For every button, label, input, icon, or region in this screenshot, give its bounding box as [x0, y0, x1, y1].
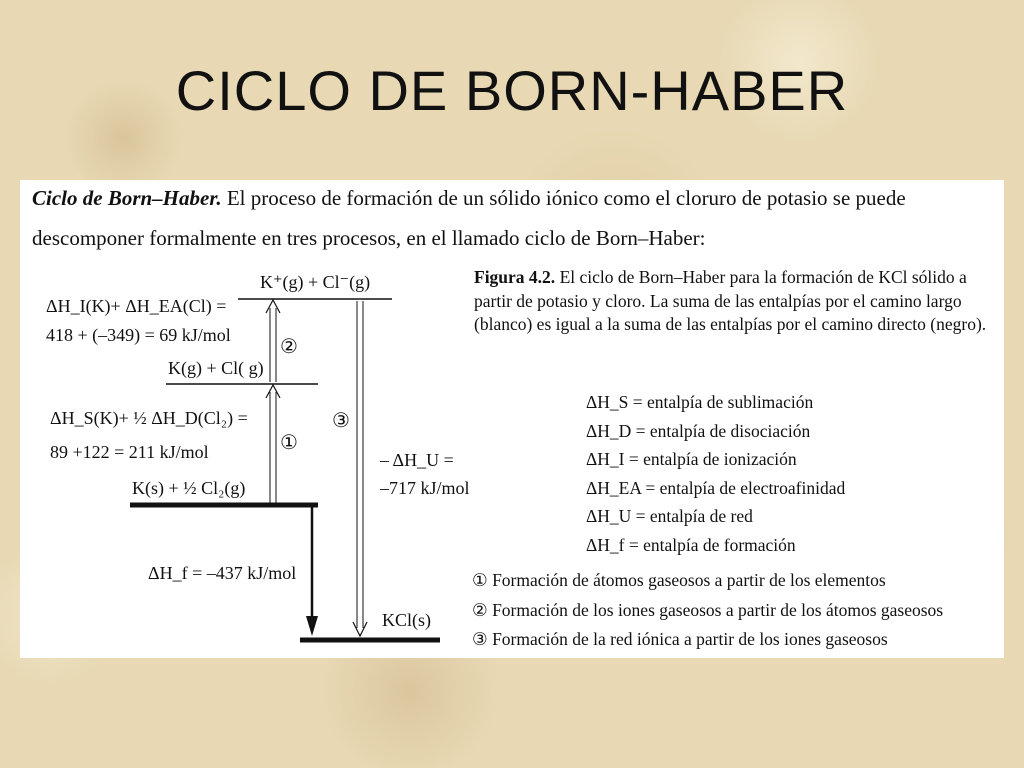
formation-energy-label: ΔH_f = –437 kJ/mol — [148, 563, 297, 583]
level-elements-label: K(s) + ½ Cl₂(g) — [132, 478, 246, 498]
process-item: ① Formación de átomos gaseosos a partir de los elementos — [472, 570, 886, 590]
level-ions-label: K⁺(g) + Cl⁻(g) — [260, 272, 371, 292]
intro-line-1-text: El proceso de formación de un sólido iónico como el cloruro de potasio se puede — [221, 186, 906, 210]
legend-item: ΔH_U = entalpía de red — [586, 506, 753, 526]
legend-item: ΔH_EA = entalpía de electroafinidad — [586, 477, 846, 498]
lattice-arrow — [353, 622, 367, 636]
step-marker-2: ② — [280, 336, 298, 358]
step-marker-3: ③ — [332, 410, 350, 432]
legend-item: ΔH_S = entalpía de sublimación — [586, 392, 814, 412]
step2-energy-expr: ΔH_I(K)+ ΔH_EA(Cl) = — [46, 296, 227, 316]
intro-line-2: descomponer formalmente en tres procesos, en el llamado ciclo de Born–Haber: — [32, 226, 706, 250]
step1-arrow — [266, 385, 280, 398]
step-marker-1: ① — [280, 432, 298, 454]
lattice-energy-value: –717 kJ/mol — [380, 478, 470, 498]
legend-item: ΔH_f = entalpía de formación — [586, 534, 796, 555]
figure-panel — [20, 180, 1004, 658]
step1-energy-expr: ΔH_S(K)+ ½ ΔH_D(Cl₂) = — [50, 408, 248, 428]
legend-item: ΔH_I = entalpía de ionización — [586, 449, 797, 469]
process-list — [472, 566, 943, 655]
figure-caption — [474, 266, 994, 337]
legend-item: ΔH_D = entalpía de disociación — [586, 420, 811, 441]
process-item: ② Formación de los iones gaseosos a partir de los átomos gaseosos — [472, 599, 944, 620]
step1-energy-value: 89 +122 = 211 kJ/mol — [50, 442, 209, 462]
step2-energy-value: 418 + (–349) = 69 kJ/mol — [46, 325, 231, 345]
step2-arrow — [266, 300, 280, 313]
symbol-legend — [586, 388, 845, 559]
lattice-energy-expr: – ΔH_U = — [380, 450, 454, 470]
intro-bold-lead: Ciclo de Born–Haber. — [32, 186, 222, 210]
figure-caption-label: Figura 4.2. — [474, 267, 556, 287]
slide-title: CICLO DE BORN-HABER — [175, 59, 849, 122]
process-item: ③ Formación de la red iónica a partir de los iones gaseosos — [472, 629, 888, 649]
formation-arrow — [306, 616, 318, 636]
level-atoms-label: K(g) + Cl( g) — [168, 358, 264, 378]
figure-caption-text: El ciclo de Born–Haber para la formación de KCl sólido a partir de potasio y cloro. La suma de las entalpías por el camino largo (blanco) es igual a la suma de las entalpías por el camino directo (negro). — [474, 267, 987, 334]
level-product-label: KCl(s) — [382, 610, 431, 630]
